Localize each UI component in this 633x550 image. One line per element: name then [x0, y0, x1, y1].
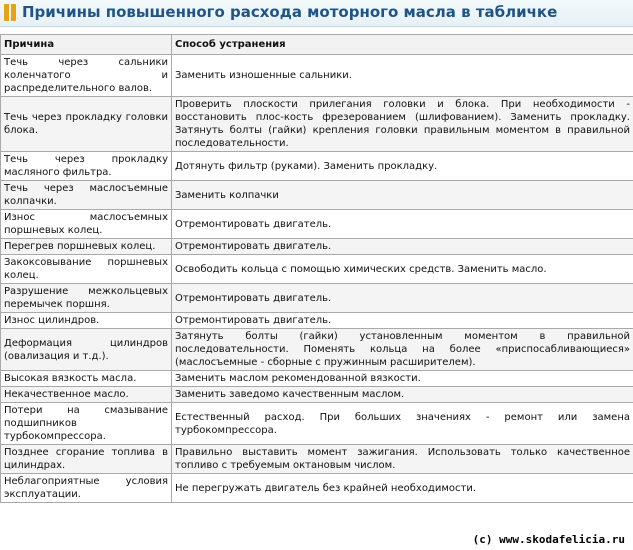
table-row	[1, 255, 633, 284]
causes-table	[0, 34, 633, 503]
cause-cell: Течь через прокладку головки блока.	[1, 97, 172, 152]
cause-cell: Закоксовывание поршневых колец.	[1, 255, 172, 284]
fix-cell: Проверить плоскости прилегания головки и блока. При необходимости - восстановить плос-кость фрезерованием (шлифованием). Заменить прокладку. Затянуть болты (гайки) крепления головки правильным моментом в правильной последовательности.	[172, 97, 633, 152]
table-row	[1, 181, 633, 210]
table-row	[1, 403, 633, 445]
table-row	[1, 371, 633, 387]
cause-cell: Перегрев поршневых колец.	[1, 239, 172, 255]
fix-cell: Отремонтировать двигатель.	[172, 313, 633, 329]
cause-cell: Течь через прокладку масляного фильтра.	[1, 152, 172, 181]
cause-cell: Позднее сгорание топлива в цилиндрах.	[1, 445, 172, 474]
cause-cell: Высокая вязкость масла.	[1, 371, 172, 387]
cause-cell: Течь через сальники коленчатого и распределительного валов.	[1, 55, 172, 97]
cause-cell: Разрушение межкольцевых перемычек поршня.	[1, 284, 172, 313]
fix-cell: Отремонтировать двигатель.	[172, 210, 633, 239]
fix-cell: Заменить заведомо качественным маслом.	[172, 387, 633, 403]
fix-cell: Освободить кольца с помощью химических средств. Заменить масло.	[172, 255, 633, 284]
fix-cell: Заменить изношенные сальники.	[172, 55, 633, 97]
cause-cell: Деформация цилиндров (овализация и т.д.).	[1, 329, 172, 371]
watermark: (c) www.skodafelicia.ru	[472, 533, 625, 546]
cause-cell: Износ цилиндров.	[1, 313, 172, 329]
title-bar	[0, 0, 633, 27]
fix-cell: Естественный расход. При больших значениях - ремонт или замена турбокомпрессора.	[172, 403, 633, 445]
column-header-fix: Способ устранения	[172, 35, 633, 55]
table-row	[1, 329, 633, 371]
page-title: Причины повышенного расхода моторного масла в табличке	[22, 3, 558, 21]
cause-cell: Потери на смазывание подшипников турбокомпрессора.	[1, 403, 172, 445]
cause-cell: Течь через маслосъемные колпачки.	[1, 181, 172, 210]
fix-cell: Не перегружать двигатель без крайней необходимости.	[172, 474, 633, 503]
table-row	[1, 152, 633, 181]
table-row	[1, 387, 633, 403]
fix-cell: Заменить колпачки	[172, 181, 633, 210]
book-icon	[4, 4, 16, 21]
fix-cell: Затянуть болты (гайки) установленным моментом в правильной последовательности. Поменять кольца на более «приспосабливающиеся» (маслосъемные - сборные с пружинным расширителем).	[172, 329, 633, 371]
fix-cell: Дотянуть фильтр (руками). Заменить прокладку.	[172, 152, 633, 181]
cause-cell: Некачественное масло.	[1, 387, 172, 403]
table-header-row	[1, 35, 633, 55]
cause-cell: Неблагоприятные условия эксплуатации.	[1, 474, 172, 503]
table-row	[1, 474, 633, 503]
table-row	[1, 97, 633, 152]
cause-cell: Износ маслосъемных поршневых колец.	[1, 210, 172, 239]
fix-cell: Правильно выставить момент зажигания. Использовать только качественное топливо с требуемым октановым числом.	[172, 445, 633, 474]
table-row	[1, 313, 633, 329]
table-row	[1, 239, 633, 255]
table-row	[1, 210, 633, 239]
fix-cell: Отремонтировать двигатель.	[172, 284, 633, 313]
table-row	[1, 284, 633, 313]
column-header-cause: Причина	[1, 35, 172, 55]
table-row	[1, 445, 633, 474]
fix-cell: Отремонтировать двигатель.	[172, 239, 633, 255]
fix-cell: Заменить маслом рекомендованной вязкости.	[172, 371, 633, 387]
table-row	[1, 55, 633, 97]
